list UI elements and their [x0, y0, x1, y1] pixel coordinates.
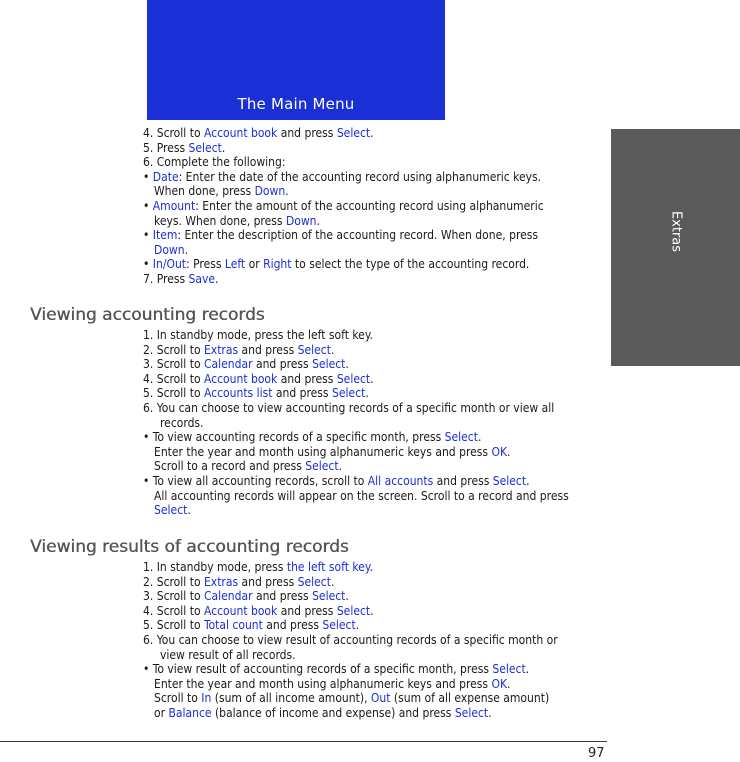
- keyword: Extras: [203, 342, 239, 357]
- text-fragment: • To view result of accounting records of a specific month, press: [143, 662, 493, 677]
- instruction-line: [143, 430, 613, 445]
- keyword: Select: [336, 126, 371, 140]
- keyword: Down: [285, 213, 317, 228]
- text-fragment: and press: [277, 371, 337, 386]
- text-fragment: 7. Press: [143, 271, 189, 286]
- text-fragment: .: [338, 459, 343, 474]
- text-fragment: .: [370, 371, 374, 386]
- text-fragment: .: [477, 430, 482, 445]
- keyword: Amount: [152, 198, 196, 213]
- extras-side-tab: [611, 129, 740, 366]
- text-fragment: Scroll to: [154, 691, 202, 706]
- text-fragment: .: [345, 589, 349, 604]
- instruction-line: [143, 228, 613, 243]
- text-fragment: .: [215, 271, 219, 286]
- text-fragment: .: [345, 357, 349, 372]
- keyword: Left: [224, 257, 246, 272]
- keyword: Extras: [203, 574, 239, 589]
- text-fragment: : Press: [186, 257, 225, 272]
- text-fragment: • To view all accounting records, scroll to: [143, 473, 368, 488]
- keyword: Down: [254, 184, 286, 199]
- text-fragment: 2. Scroll to: [143, 574, 204, 589]
- main-menu-banner: [147, 0, 445, 120]
- keyword: Account book: [203, 371, 278, 386]
- keyword: Account book: [203, 126, 278, 140]
- instruction-line: [143, 662, 613, 677]
- keyword: Select: [332, 386, 366, 401]
- instruction-line: [143, 155, 613, 170]
- text-fragment: •: [143, 198, 153, 213]
- text-fragment: (sum of all expense amount): [390, 691, 550, 706]
- keyword: Down: [154, 242, 185, 257]
- keyword: All accounts: [367, 473, 434, 488]
- instruction-line: [143, 184, 613, 199]
- text-fragment: and press: [262, 618, 323, 633]
- text-fragment: .: [370, 603, 374, 618]
- keyword: In: [201, 691, 212, 706]
- keyword: the left soft key: [286, 560, 370, 574]
- text-fragment: 4. Scroll to: [143, 603, 204, 618]
- text-fragment: .: [330, 574, 335, 589]
- text-fragment: When done, press: [154, 184, 255, 199]
- keyword: Save: [188, 271, 216, 286]
- keyword: Calendar: [203, 357, 253, 372]
- viewing-records-steps: [143, 328, 613, 518]
- text-fragment: .: [507, 676, 511, 691]
- keyword: Balance: [168, 705, 212, 720]
- text-fragment: •: [143, 257, 153, 272]
- text-fragment: •: [143, 228, 153, 243]
- text-fragment: 3. Scroll to: [143, 589, 204, 604]
- text-fragment: •: [143, 169, 153, 184]
- text-fragment: : Enter the amount of the accounting record using alphanumeric: [195, 198, 544, 213]
- instruction-line: [143, 401, 613, 416]
- keyword: Select: [492, 662, 526, 677]
- instruction-line: [143, 416, 613, 431]
- text-fragment: .: [355, 618, 360, 633]
- viewing-results-steps: [143, 560, 613, 721]
- keyword: OK: [491, 676, 508, 691]
- keyword: Select: [492, 473, 527, 488]
- text-fragment: and press: [252, 589, 313, 604]
- keyword: Date: [152, 169, 179, 184]
- keyword: Select: [322, 618, 356, 633]
- section-heading-viewing-results: Viewing results of accounting records: [30, 537, 349, 557]
- instruction-line: [143, 141, 613, 156]
- instruction-line: [143, 386, 613, 401]
- instruction-line: [143, 328, 613, 343]
- text-fragment: .: [369, 560, 373, 574]
- text-fragment: 1. In standby mode, press: [143, 560, 287, 574]
- keyword: Account book: [203, 603, 278, 618]
- text-fragment: and press: [252, 357, 313, 372]
- instruction-line: [143, 648, 613, 663]
- text-fragment: and press: [277, 126, 337, 140]
- banner-title: The Main Menu: [237, 95, 355, 113]
- instruction-line: [143, 372, 613, 387]
- text-fragment: .: [488, 705, 492, 720]
- keyword: Select: [336, 603, 371, 618]
- text-fragment: .: [187, 503, 191, 518]
- keyword: Select: [188, 140, 222, 155]
- text-fragment: 2. Scroll to: [143, 342, 204, 357]
- text-fragment: Enter the year and month using alphanumeric keys and press: [154, 676, 492, 691]
- text-fragment: .: [221, 140, 226, 155]
- keyword: Item: [152, 228, 178, 243]
- keyword: Select: [154, 503, 188, 518]
- instruction-line: [143, 357, 613, 372]
- text-fragment: and press: [277, 603, 337, 618]
- text-fragment: 4. Scroll to: [143, 126, 204, 140]
- instruction-line: [143, 343, 613, 358]
- text-fragment: (sum of all income amount),: [211, 691, 371, 706]
- instruction-line: [143, 575, 613, 590]
- text-fragment: records.: [160, 415, 204, 430]
- text-fragment: .: [285, 184, 289, 199]
- footer-rule: [0, 741, 607, 742]
- text-fragment: and press: [433, 473, 493, 488]
- text-fragment: Enter the year and month using alphanumeric keys and press: [154, 444, 492, 459]
- text-fragment: : Enter the description of the accounting record. When done, press: [177, 228, 539, 243]
- instruction-line: [143, 272, 613, 287]
- text-fragment: 5. Scroll to: [143, 386, 204, 401]
- text-fragment: .: [330, 342, 335, 357]
- text-fragment: 1. In standby mode, press the left soft key.: [143, 328, 373, 342]
- text-fragment: 6. You can choose to view result of accounting records of a specific month or: [143, 632, 558, 647]
- text-fragment: keys. When done, press: [154, 213, 286, 228]
- keyword: Select: [305, 459, 339, 474]
- text-fragment: (balance of income and expense) and press: [211, 705, 455, 720]
- keyword: Accounts list: [203, 386, 273, 401]
- instruction-line: [143, 474, 613, 489]
- text-fragment: and press: [238, 574, 298, 589]
- instruction-line: [143, 560, 613, 575]
- keyword: Total count: [203, 618, 263, 633]
- text-fragment: • To view accounting records of a specific month, press: [143, 430, 445, 445]
- text-fragment: Scroll to a record and press: [154, 459, 306, 474]
- instruction-line: [143, 445, 613, 460]
- text-fragment: 6. Complete the following:: [143, 155, 286, 170]
- instruction-line: [143, 257, 613, 272]
- keyword: Select: [454, 705, 489, 720]
- instruction-line: [143, 126, 613, 141]
- section-heading-viewing-records: Viewing accounting records: [30, 305, 265, 325]
- instruction-line: [143, 214, 613, 229]
- side-tab-label: Extras: [668, 210, 683, 253]
- text-fragment: .: [507, 444, 511, 459]
- text-fragment: or: [245, 257, 264, 272]
- keyword: In/Out: [152, 257, 187, 272]
- instruction-line: [143, 489, 613, 504]
- keyword: Right: [263, 257, 292, 272]
- text-fragment: and press: [238, 342, 298, 357]
- keyword: Select: [297, 574, 331, 589]
- text-fragment: .: [365, 386, 369, 401]
- text-fragment: view result of all records.: [160, 647, 296, 662]
- intro-steps: [143, 126, 613, 287]
- text-fragment: 5. Scroll to: [143, 618, 204, 633]
- text-fragment: 4. Scroll to: [143, 371, 204, 386]
- text-fragment: .: [184, 242, 189, 257]
- keyword: Select: [297, 342, 331, 357]
- instruction-line: [143, 677, 613, 692]
- keyword: OK: [491, 444, 508, 459]
- keyword: Select: [312, 589, 346, 604]
- text-fragment: .: [526, 473, 530, 488]
- instruction-line: [143, 706, 613, 721]
- text-fragment: 6. You can choose to view accounting records of a specific month or view all: [143, 400, 555, 415]
- instruction-line: [143, 199, 613, 214]
- text-fragment: or: [154, 705, 169, 720]
- instruction-line: [143, 503, 613, 518]
- text-fragment: 3. Scroll to: [143, 357, 204, 372]
- instruction-line: [143, 170, 613, 185]
- text-fragment: to select the type of the accounting record.: [291, 257, 530, 272]
- text-fragment: : Enter the date of the accounting record using alphanumeric keys.: [178, 169, 542, 184]
- instruction-line: [143, 618, 613, 633]
- instruction-line: [143, 633, 613, 648]
- instruction-line: [143, 459, 613, 474]
- keyword: Calendar: [203, 589, 253, 604]
- text-fragment: 5. Press: [143, 140, 189, 155]
- keyword: Out: [370, 691, 391, 706]
- keyword: Select: [444, 430, 478, 445]
- keyword: Select: [336, 371, 371, 386]
- text-fragment: .: [370, 126, 374, 140]
- instruction-line: [143, 589, 613, 604]
- keyword: Select: [312, 357, 346, 372]
- text-fragment: All accounting records will appear on the screen. Scroll to a record and press: [154, 488, 569, 503]
- text-fragment: .: [316, 213, 320, 228]
- text-fragment: and press: [272, 386, 332, 401]
- instruction-line: [143, 691, 613, 706]
- instruction-line: [143, 604, 613, 619]
- page-number: 97: [588, 746, 605, 761]
- text-fragment: .: [525, 662, 530, 677]
- instruction-line: [143, 243, 613, 258]
